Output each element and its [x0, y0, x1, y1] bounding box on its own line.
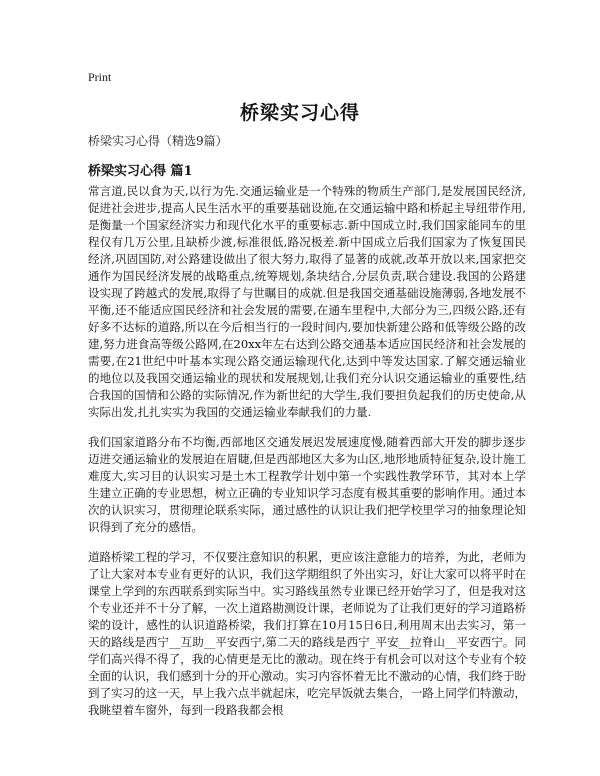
paragraph-2: 我们国家道路分布不均衡,西部地区交通发展迟发展速度慢,随着西部大开发的脚步逐步迈进交通运输业的发展迫在眉睫,但是西部地区大多为山区,地形地质特征复杂,设计施工难度大,实习目的认识实习是土木工程教学计划中第一个实践性教学环节，其对本上学生建立正确的专业思想，树立正确的专业知识学习态度有极其重要的影响作用。通过本次的认识实习，贯彻理论联系实际，通过感性的认识让我们把学校里学习的抽象理论知识得到了充分的感悟。	[88, 435, 526, 534]
document-subtitle: 桥梁实习心得（精选9篇）	[88, 134, 228, 148]
section-heading: 桥梁实习心得 篇1	[88, 164, 193, 179]
paragraph-1: 常言道,民以食为天,以行为先.交通运输业是一个特殊的物质生产部门,是发展国民经济,促进社会进步,提高人民生活水平的重要基础设施,在交通运输中路和桥起主导纽带作用,是衡量一个国家经济实力和现代化水平的重要标志.新中国成立时,我们国家能同车的里程仅有几万公里,且缺桥少渡,标准很低,路况极差.新中国成立后我们国家为了恢复国民经济,巩固国防,对公路建设做出了很大努力,取得了显著的成就,改革开放以来,国家把交通作为国民经济发展的战略重点,统筹规划,条块结合,分层负责,联合建设.我国的公路建设实现了跨越式的发展,取得了与世瞩目的成就.但是我国交通基础设施薄弱,各地发展不平衡,还不能适应国民经济和社会发展的需要,在通车里程中,大部分为三,四级公路,还有好多不达标的道路,所以在今后相当行的一段时间内,要加快新建公路和低等级公路的改建,努力进食高等级公路网,在20xx年左右达到公路交通基本适应国民经济和社会发展的需要,在21世纪中叶基本实现公路交通运输现代化,达到中等发达国家.了解交通运输业的地位以及我国交通运输业的现状和发展规划,让我们充分认识交通运输业的重要性,结合我国的国情和公路的实际情况,作为新世纪的大学生,我们要担负起我们的历史使命,从实际出发,扎扎实实为我国的交通运输业奉献我们的力量.	[88, 184, 526, 419]
paragraph-3: 道路桥梁工程的学习，不仅要注意知识的积累，更应该注意能力的培养，为此，老师为了让大家对本专业有更好的认识，我们这学期组织了外出实习，好让大家可以将平时在课堂上学到的东西联系到实际当中。实习路线虽然专业课已经开始学习了，但是我对这个专业还并不十分了解，一次上道路勘测设计课，老师说为了让我们更好的学习道路桥梁的设计，感性的认识道路桥梁，我们打算在10月15日6日,利用周末出去实习，第一天的路线是西宁__互助__平安西宁,第二天的路线是西宁_平安__拉脊山__平安西宁。同学们高兴得不得了，我的心情更是无比的激动。现在终于有机会可以对这个专业有个较全面的认识，我们感到十分的开心激动。实习内容怀着无比不激动的心情，我们终于盼到了实习的这一天，早上我六点半就起床，吃完早饭就去集合，一路上同学们特激动，我眺望着车窗外，每到一段路我都会根	[88, 550, 526, 717]
document-title: 桥梁实习心得	[239, 102, 360, 124]
print-link[interactable]: Print	[88, 70, 112, 84]
article-body	[88, 183, 526, 732]
